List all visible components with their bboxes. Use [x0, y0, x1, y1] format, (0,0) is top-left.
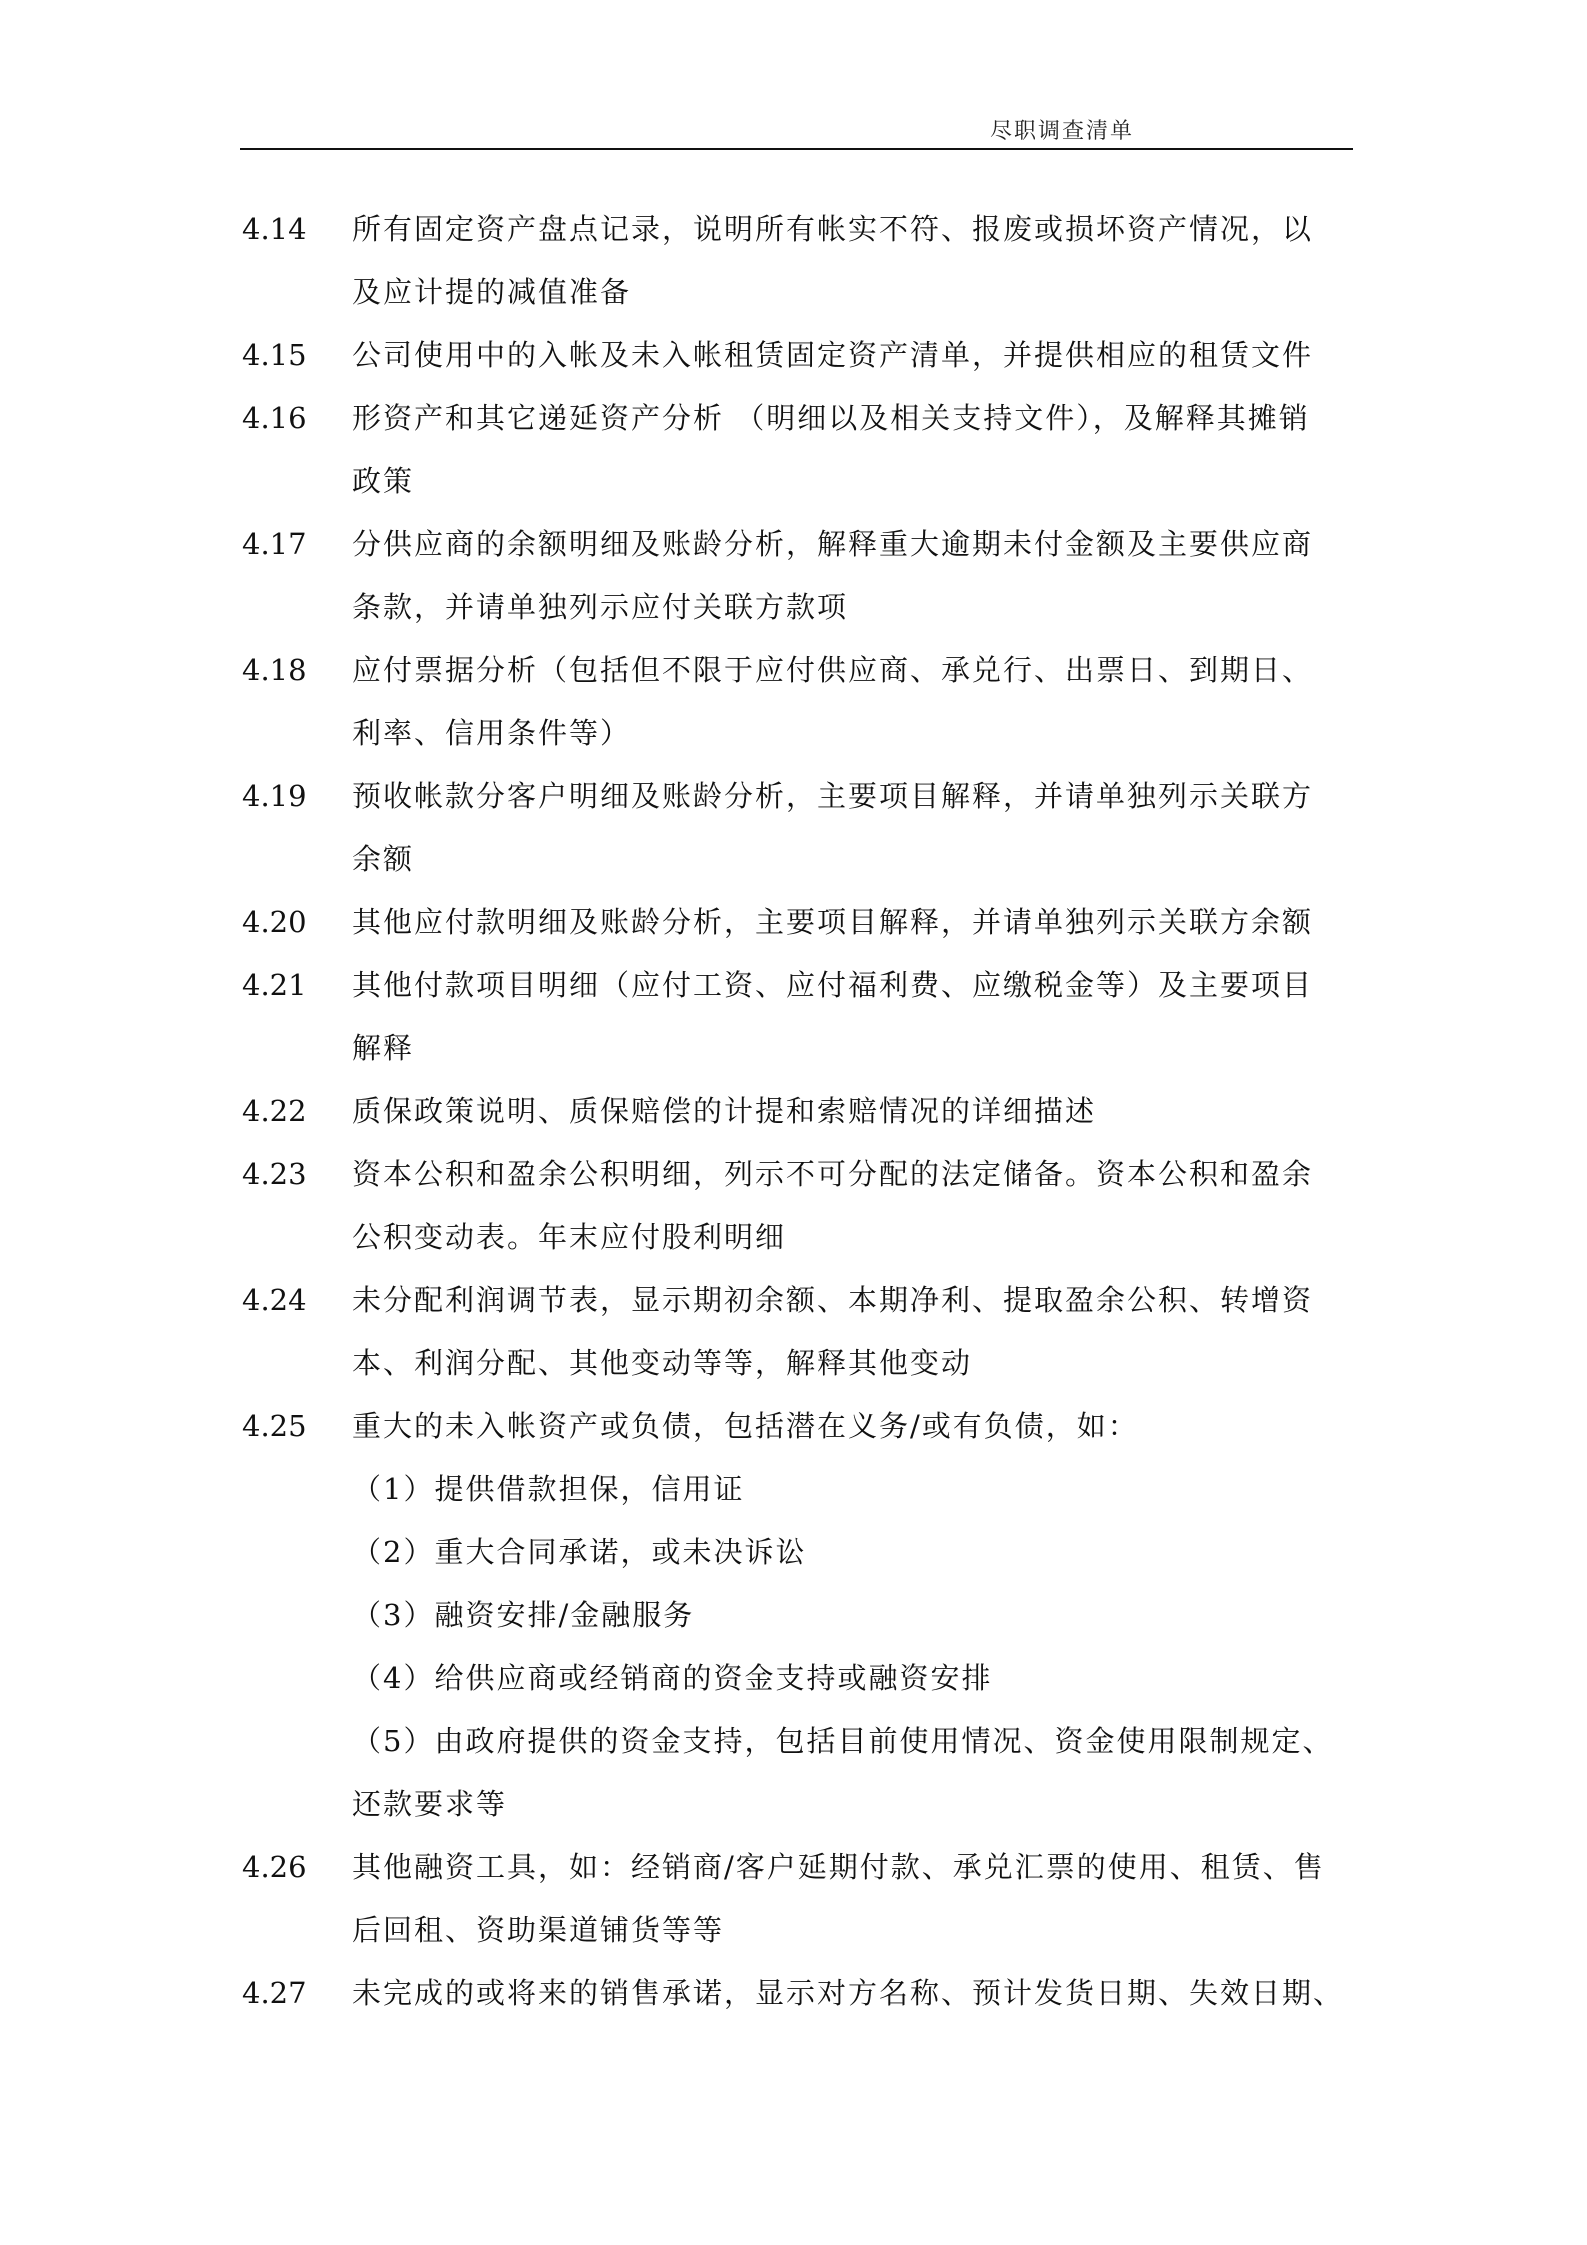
checklist-items [240, 198, 1355, 2025]
item-text-line: 还款要求等 [352, 1787, 508, 1821]
item-number: 4.27 [242, 1976, 307, 2010]
checklist-item [240, 765, 1355, 891]
item-number: 4.25 [242, 1409, 307, 1443]
checklist-item [240, 1080, 1355, 1143]
item-number: 4.15 [242, 338, 307, 372]
checklist-item [240, 1143, 1355, 1269]
item-text-line: 未分配利润调节表，显示期初余额、本期净利、提取盈余公积、转增资 [352, 1283, 1314, 1317]
item-text-line: 解释 [352, 1031, 415, 1065]
item-text-line: 资本公积和盈余公积明细，列示不可分配的法定储备。资本公积和盈余 [352, 1157, 1314, 1191]
item-text-line: 利率、信用条件等） [352, 716, 632, 750]
item-text-line: （1）提供借款担保，信用证 [352, 1472, 745, 1506]
item-text-line: 其他应付款明细及账龄分析，主要项目解释，并请单独列示关联方余额 [352, 905, 1314, 939]
item-text-line: 及应计提的减值准备 [352, 275, 632, 309]
item-number: 4.14 [242, 212, 307, 246]
item-text-line: 本、利润分配、其他变动等等，解释其他变动 [352, 1346, 973, 1380]
item-number: 4.23 [242, 1157, 307, 1191]
checklist-item [240, 891, 1355, 954]
item-number: 4.22 [242, 1094, 307, 1128]
checklist-item [240, 1395, 1355, 1836]
item-text-line: （5）由政府提供的资金支持，包括目前使用情况、资金使用限制规定、 [352, 1724, 1334, 1758]
item-text-line: 预收帐款分客户明细及账龄分析，主要项目解释，并请单独列示关联方 [352, 779, 1314, 813]
item-text-line: 条款，并请单独列示应付关联方款项 [352, 590, 849, 624]
item-text-line: 后回租、资助渠道铺货等等 [352, 1913, 725, 1947]
item-text-line: 余额 [352, 842, 415, 876]
checklist-item [240, 1836, 1355, 1962]
item-text-line: 公司使用中的入帐及未入帐租赁固定资产清单，并提供相应的租赁文件 [352, 338, 1314, 372]
item-text-line: 质保政策说明、质保赔偿的计提和索赔情况的详细描述 [352, 1094, 1097, 1128]
item-number: 4.19 [242, 779, 307, 813]
item-text-line: 公积变动表。年末应付股利明细 [352, 1220, 787, 1254]
checklist-item [240, 1962, 1355, 2025]
item-number: 4.26 [242, 1850, 307, 1884]
item-text-line: 其他融资工具，如：经销商/客户延期付款、承兑汇票的使用、租赁、售 [352, 1850, 1325, 1884]
item-number: 4.17 [242, 527, 307, 561]
item-text-line: 政策 [352, 464, 415, 498]
checklist-item [240, 324, 1355, 387]
item-text-line: 未完成的或将来的销售承诺，显示对方名称、预计发货日期、失效日期、 [352, 1976, 1345, 2010]
checklist-item [240, 387, 1355, 513]
item-text-line: （3）融资安排/金融服务 [352, 1598, 695, 1632]
item-text-line: （4）给供应商或经销商的资金支持或融资安排 [352, 1661, 993, 1695]
item-text-line: 所有固定资产盘点记录，说明所有帐实不符、报废或损坏资产情况，以 [352, 212, 1314, 246]
checklist-item [240, 1269, 1355, 1395]
item-text-line: 其他付款项目明细（应付工资、应付福利费、应缴税金等）及主要项目 [352, 968, 1314, 1002]
item-number: 4.20 [242, 905, 307, 939]
header-rule [240, 148, 1353, 150]
checklist-item [240, 198, 1355, 324]
item-text-line: （2）重大合同承诺，或未决诉讼 [352, 1535, 807, 1569]
item-number: 4.18 [242, 653, 307, 687]
item-text-line: 应付票据分析（包括但不限于应付供应商、承兑行、出票日、到期日、 [352, 653, 1314, 687]
item-number: 4.21 [242, 968, 307, 1002]
item-number: 4.24 [242, 1283, 307, 1317]
header-title: 尽职调查清单 [990, 119, 1135, 144]
checklist-item [240, 954, 1355, 1080]
checklist-item [240, 639, 1355, 765]
checklist-item [240, 513, 1355, 639]
item-text-line: 形资产和其它递延资产分析 （明细以及相关支持文件），及解释其摊销 [352, 401, 1310, 435]
item-text-line: 重大的未入帐资产或负债，包括潜在义务/或有负债，如： [352, 1409, 1139, 1443]
item-number: 4.16 [242, 401, 307, 435]
item-text-line: 分供应商的余额明细及账龄分析，解释重大逾期未付金额及主要供应商 [352, 527, 1314, 561]
